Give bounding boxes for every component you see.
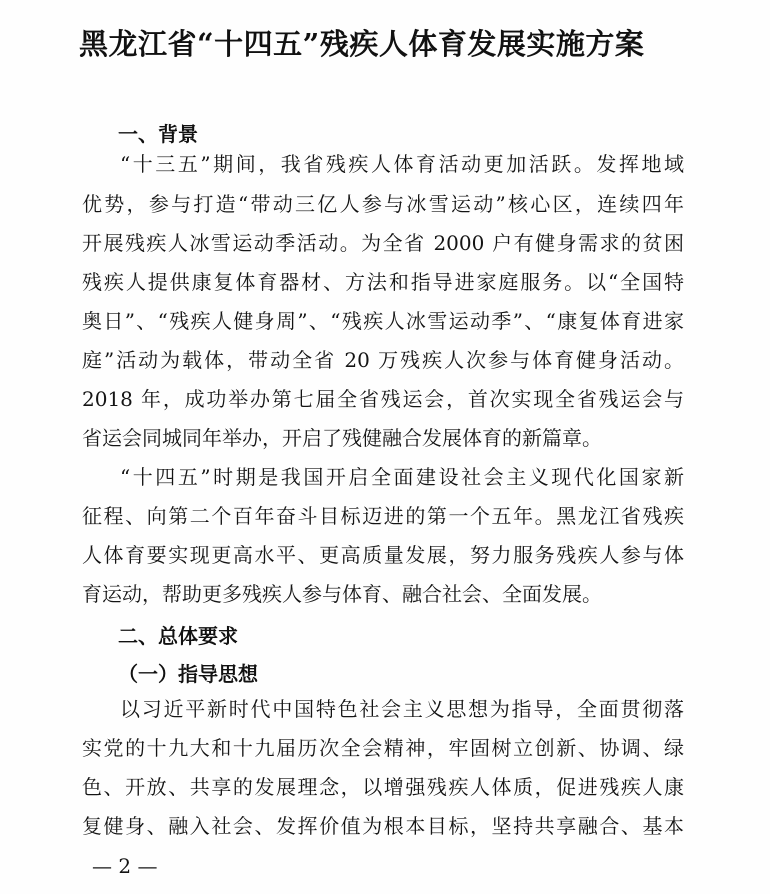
paragraph-line: 奥日”、“残疾人健身周”、“残疾人冰雪运动季”、“康复体育进家 <box>82 309 684 333</box>
paragraph-line: 复健身、融入社会、发挥价值为根本目标，坚持共享融合、基本 <box>82 814 684 838</box>
paragraph-line: 实党的十九大和十九届历次全会精神，牢固树立创新、协调、绿 <box>82 736 684 760</box>
paragraph-line: “十三五”期间，我省残疾人体育活动更加活跃。发挥地域 <box>120 152 684 176</box>
paragraph-line: 育运动，帮助更多残疾人参与体育、融合社会、全面发展。 <box>82 582 602 606</box>
page-number: — 2 — <box>92 854 158 878</box>
paragraph-line: 以习近平新时代中国特色社会主义思想为指导，全面贯彻落 <box>120 697 684 721</box>
paragraph-line: “十四五”时期是我国开启全面建设社会主义现代化国家新 <box>120 465 684 489</box>
paragraph-line: 2018 年，成功举办第七届全省残运会，首次实现全省残运会与 <box>82 387 684 411</box>
paragraph-line: 色、开放、共享的发展理念，以增强残疾人体质，促进残疾人康 <box>82 775 684 799</box>
section-heading-requirements: 二、总体要求 <box>118 624 238 648</box>
paragraph-line: 征程、向第二个百年奋斗目标迈进的第一个五年。黑龙江省残疾 <box>82 504 684 528</box>
paragraph-line: 人体育要实现更高水平、更高质量发展，努力服务残疾人参与体 <box>82 543 684 567</box>
paragraph-line: 残疾人提供康复体育器材、方法和指导进家庭服务。以“全国特 <box>82 270 684 294</box>
paragraph-line: 优势，参与打造“带动三亿人参与冰雪运动”核心区，连续四年 <box>82 192 684 216</box>
paragraph-line: 省运会同城同年举办，开启了残健融合发展体育的新篇章。 <box>82 426 602 450</box>
subsection-heading-guiding-ideology: （一）指导思想 <box>118 662 258 686</box>
section-heading-background: 一、背景 <box>118 122 198 146</box>
paragraph-line: 开展残疾人冰雪运动季活动。为全省 2000 户有健身需求的贫困 <box>82 231 684 255</box>
paragraph-line: 庭”活动为载体，带动全省 20 万残疾人次参与体育健身活动。 <box>82 348 684 372</box>
document-title: 黑龙江省“十四五”残疾人体育发展实施方案 <box>79 27 645 61</box>
